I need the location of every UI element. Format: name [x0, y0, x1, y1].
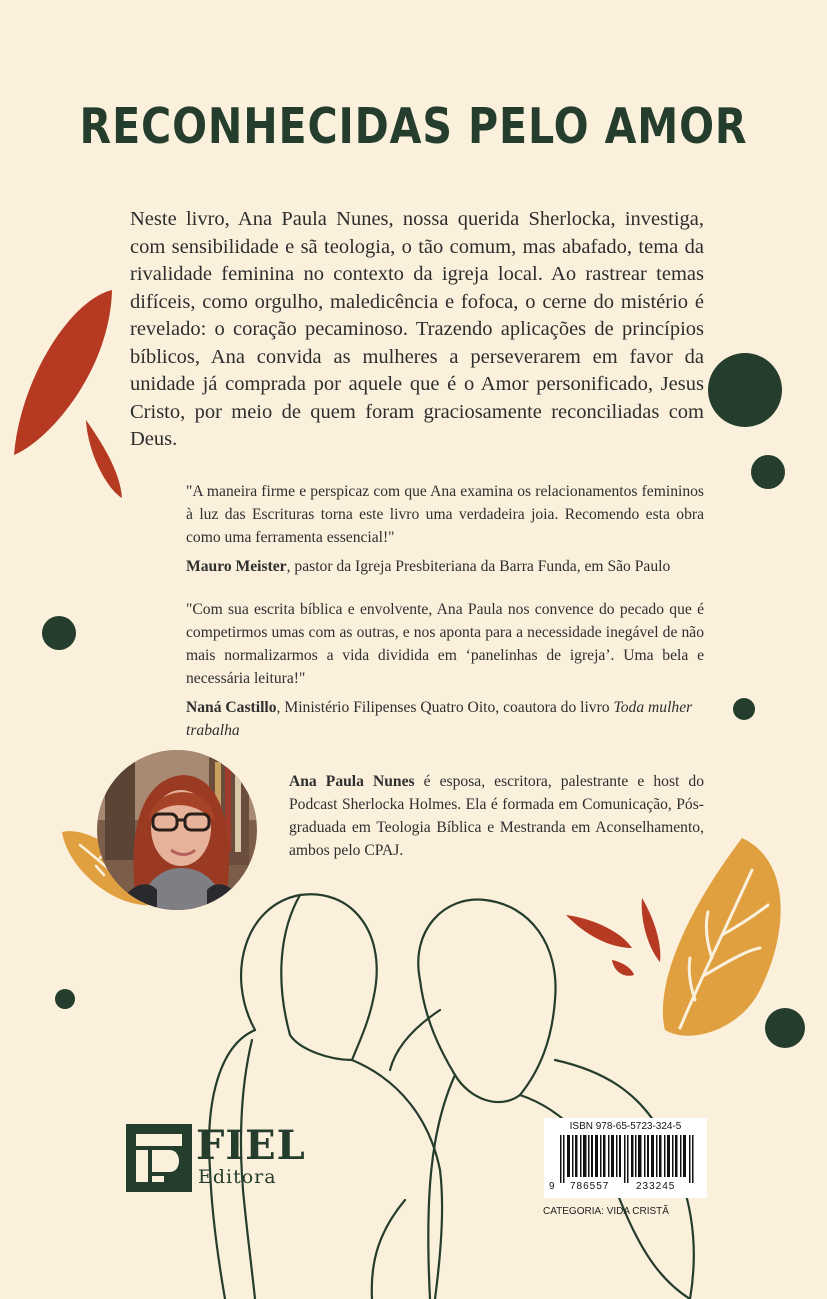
isbn-number: ISBN 978-65-5723-324-5 [569, 1121, 682, 1132]
rust-leaf-small [86, 420, 122, 498]
author-photo [97, 750, 257, 910]
dot-left [42, 616, 76, 650]
rust-leaf-right-1 [566, 915, 632, 948]
barcode-digit-first: 9 [549, 1181, 555, 1192]
endorsement-attribution [186, 555, 704, 578]
dot-small-right [733, 698, 755, 720]
endorsement-2 [186, 598, 704, 742]
synopsis: Neste livro, Ana Paula Nunes, nossa querida Sherlocka, investiga, com sensibilidade e sã teologia, o tão comum, mas abafado, tema da rivalidade feminina no contexto da igreja local. Ao rastrear temas difíceis, como orgulho, maledicência e fofoca, o cerne do mistério é revelado: o coração pecaminoso. Trazendo aplicações de princípios bíblicos, Ana convida as mulheres a perseverarem em favor da unidade já comprada por aquele que é o Amor personificado, Jesus Cristo, por meio de quem foram graciosamente reconciliadas com Deus. [130, 208, 704, 450]
endorser-role: , Ministério Filipenses Quatro Oito, coautora do livro [276, 699, 614, 716]
fiel-logo-icon [126, 1124, 192, 1192]
rust-leaf-right-2 [642, 898, 661, 962]
book-title: RECONHECIDAS PELO AMOR [79, 98, 748, 155]
endorser-role: , pastor da Igreja Presbiteriana da Barra Funda, em São Paulo [286, 558, 671, 575]
endorser-name: Mauro Meister [186, 558, 287, 575]
dot-bottom-right [765, 1008, 805, 1048]
endorsement-1 [186, 480, 704, 578]
dot-small-left [55, 989, 75, 1009]
barcode-digits-right: 233245 [636, 1181, 676, 1192]
publisher-name: FIEL [196, 1122, 306, 1169]
author-bio-text: é esposa, escritora, palestrante e host do Podcast Sherlocka Holmes. Ela é formada em Comunicação, Pós-graduada em Teologia Bíblica e Mestranda em Aconselhamento, ambos pelo CPAJ. [289, 773, 705, 859]
endorsement-text: "A maneira firme e perspicaz com que Ana examina os relacionamentos femininos à luz das Escrituras torna este livro uma verdadeira joia. Recomendo esta obra como uma ferramenta essencial!" [186, 483, 704, 546]
barcode-digits-left: 786557 [570, 1181, 610, 1192]
dot-medium [751, 455, 785, 489]
women-line-art [209, 894, 694, 1299]
rust-leaf-large [14, 290, 112, 455]
barcode-bars [558, 1135, 696, 1183]
endorser-book: Toda mulher trabalha [186, 699, 693, 739]
endorsement-attribution [186, 696, 704, 742]
rust-leaf-right-3 [612, 960, 634, 976]
author-name: Ana Paula Nunes [289, 773, 415, 790]
dot-large [708, 353, 782, 427]
publisher-sub: Editora [198, 1166, 277, 1188]
category-label: CATEGORIA: VIDA CRISTÃ [543, 1206, 669, 1217]
barcode [544, 1118, 707, 1198]
endorsement-text: "Com sua escrita bíblica e envolvente, Ana Paula nos convence do pecado que é competirmos umas com as outras, e nos aponta para a necessidade inegável de não mais normalizarmos a vida dividida em ‘panelinhas de igreja’. Uma bela e necessária leitura!" [186, 601, 704, 687]
endorser-name: Naná Castillo [186, 699, 277, 716]
author-bio [289, 770, 704, 862]
